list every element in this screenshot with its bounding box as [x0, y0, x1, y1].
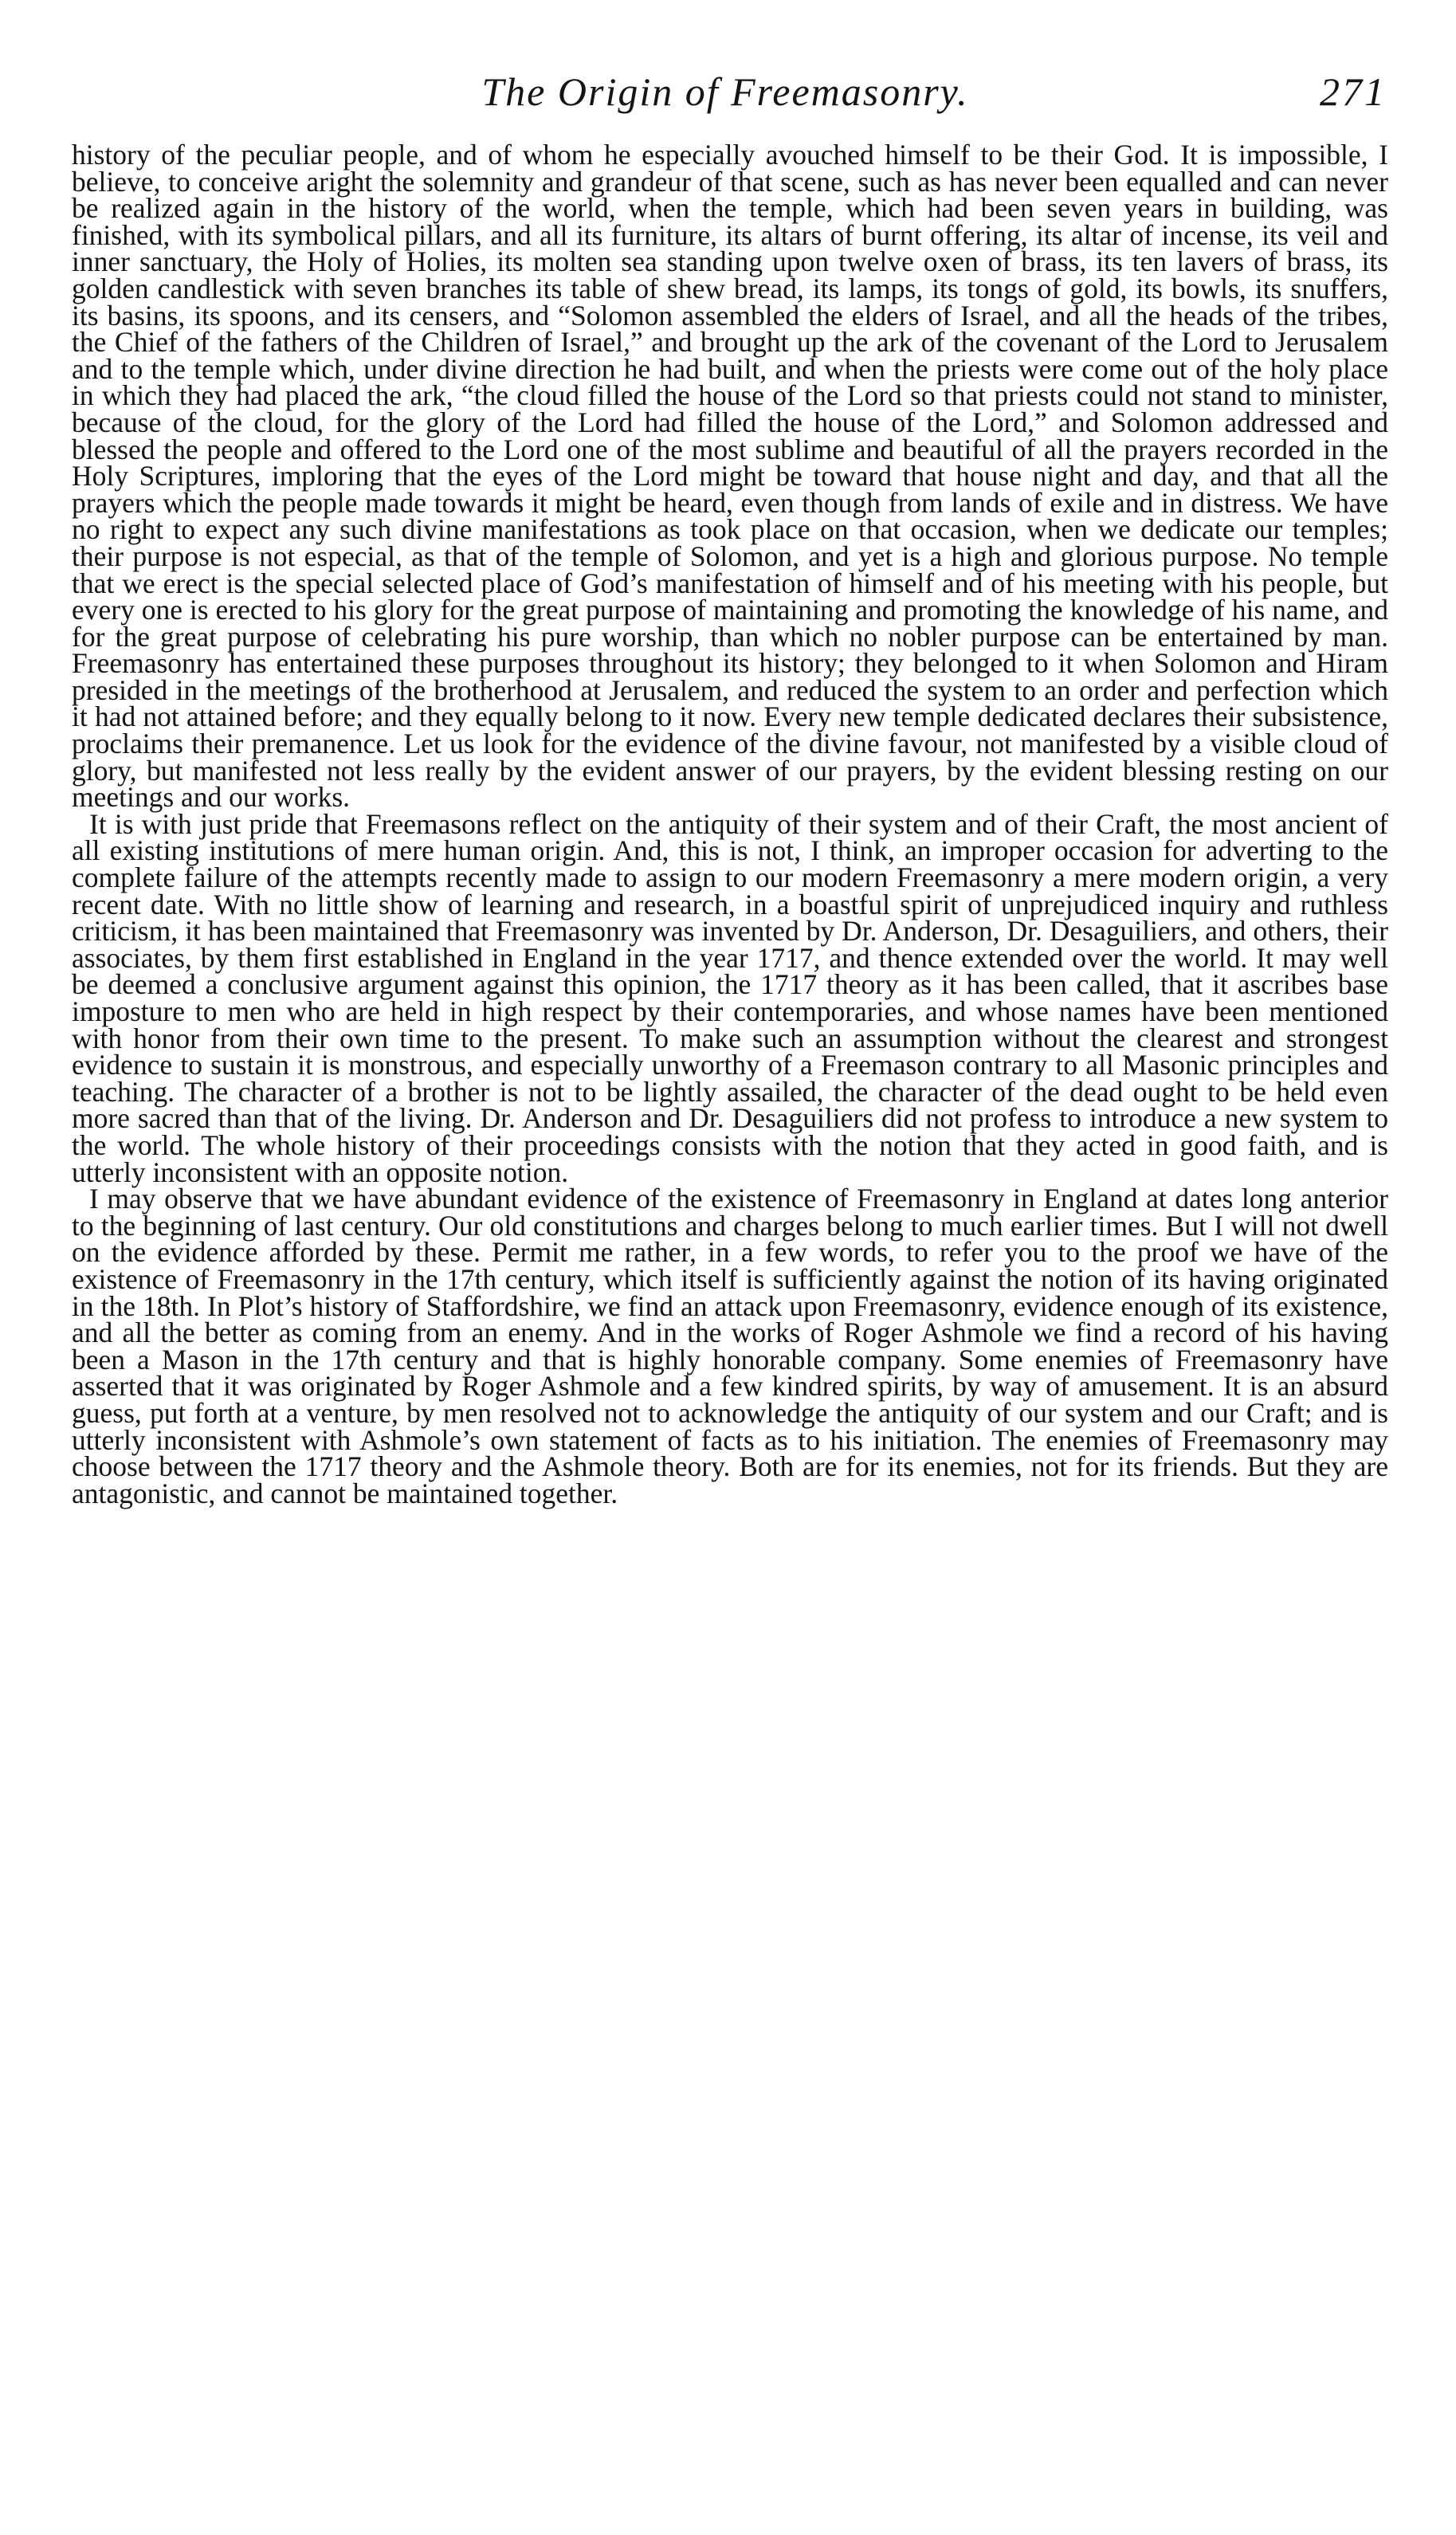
running-head [64, 64, 1387, 128]
paragraph-antiquity: It is with just pride that Freemasons reflect on the antiquity of their system and of their Craft, the most ancient of all existing institutions of mere human origin. And, this is not, I think, an improper occasion for adverting to the complete failure of the attempts recently made to assign to our modern Freemasonry a mere modern origin, a very recent date. With no little show of learning and research, in a boastful spirit of unprejudiced inquiry and ruthless criticism, it has been maintained that Freemasonry was invented by Dr. Anderson, Dr. Desaguiliers, and others, their associates, by them first established in England in the year 1717, and thence extended over the world. It may well be deemed a conclusive argument against this opinion, the 1717 theory as it has been called, that it ascribes base imposture to men who are held in high respect by their contemporaries, and whose names have been mentioned with honor from their own time to the present. To make such an assumption without the clearest and strongest evidence to sustain it is monstrous, and especially unworthy of a Freemason contrary to all Masonic principles and teaching. The character of a brother is not to be lightly assailed, the character of the dead ought to be held even more sacred than that of the living. Dr. Anderson and Dr. Desaguiliers did not profess to introduce a new system to the world. The whole history of their proceedings consists with the notion that they acted in good faith, and is utterly inconsistent with an opposite notion. [72, 807, 1388, 1188]
body-text [72, 139, 1388, 1509]
paragraph-evidence: I may observe that we have abundant evidence of the existence of Freemasonry in England at dates long anterior to the beginning of last century. Our old constitutions and charges belong to much earlier times. But I will not dwell on the evidence afforded by these. Permit me rather, in a few words, to refer you to the proof we have of the existence of Freemasonry in the 17th century, which itself is sufficiently against the notion of its having originated in the 18th. In Plot’s history of Staffordshire, we find an attack upon Freemasonry, evidence enough of its existence, and all the better as coming from an enemy. And in the works of Roger Ashmole we find a record of his having been a Mason in the 17th century and that is highly honorable company. Some enemies of Freemasonry have asserted that it was originated by Roger Ashmole and a few kindred spirits, by way of amusement. It is an absurd guess, put forth at a venture, by men resolved not to acknowledge the antiquity of our system and our Craft; and is utterly inconsistent with Ashmole’s own statement of facts as to his initiation. The enemies of Freemasonry may choose between the 1717 theory and the Ashmole theory. Both are for its enemies, not for its friends. But they are antagonistic, and cannot be maintained together. [72, 1183, 1388, 1509]
page-number: 271 [1320, 69, 1387, 114]
paragraph-continued: history of the peculiar people, and of whom he especially avouched himself to be their God. It is impossible, I believe, to conceive aright the solemnity and grandeur of that scene, such as has never been equalled and can never be realized again in the history of the world, when the temple, which had been seven years in building, was finished, with its symbolical pillars, and all its furniture, its altars of burnt offering, its altar of incense, its veil and inner sanctuary, the Holy of Holies, its molten sea standing upon twelve oxen of brass, its ten lavers of brass, its golden candlestick with seven branches its table of shew bread, its lamps, its tongs of gold, its bowls, its snuffers, its basins, its spoons, and its censers, and “Solomon assembled the elders of Israel, and all the heads of the tribes, the Chief of the fathers of the Children of Israel,” and brought up the ark of the covenant of the Lord to Jerusalem and to the temple which, under divine direction he had built, and when the priests were come out of the holy place in which they had placed the ark, “the cloud filled the house of the Lord so that priests could not stand to minister, because of the cloud, for the glory of the Lord had filled the house of the Lord,” and Solomon addressed and blessed the people and offered to the Lord one of the most sublime and beautiful of all the prayers recorded in the Holy Scriptures, imploring that the eyes of the Lord might be toward that house night and day, and that all the prayers which the people made towards it might be heard, even though from lands of exile and in distress. We have no right to expect any such divine manifestations as took place on that occasion, when we dedicate our temples; their purpose is not especial, as that of the temple of Solomon, and yet is a high and glorious purpose. No temple that we erect is the special selected place of God’s manifestation of himself and of his meeting with his people, but every one is erected to his glory for the great purpose of maintaining and promoting the knowledge of his name, and for the great purpose of celebrating his pure worship, than which no nobler purpose can be entertained by man. Freemasonry has entertained these purposes throughout its history; they belonged to it when Solomon and Hiram presided in the meetings of the brotherhood at Jerusalem, and reduced the system to an order and perfection which it had not attained before; and they equally belong to it now. Every new temple dedicated declares their subsistence, proclaims their premanence. Let us look for the evidence of the divine favour, not manifested by a visible cloud of glory, but manifested not less really by the evident answer of our prayers, by the evident blessing resting on our meetings and our works. [72, 139, 1388, 814]
running-title: The Origin of Freemasonry. [481, 69, 969, 114]
